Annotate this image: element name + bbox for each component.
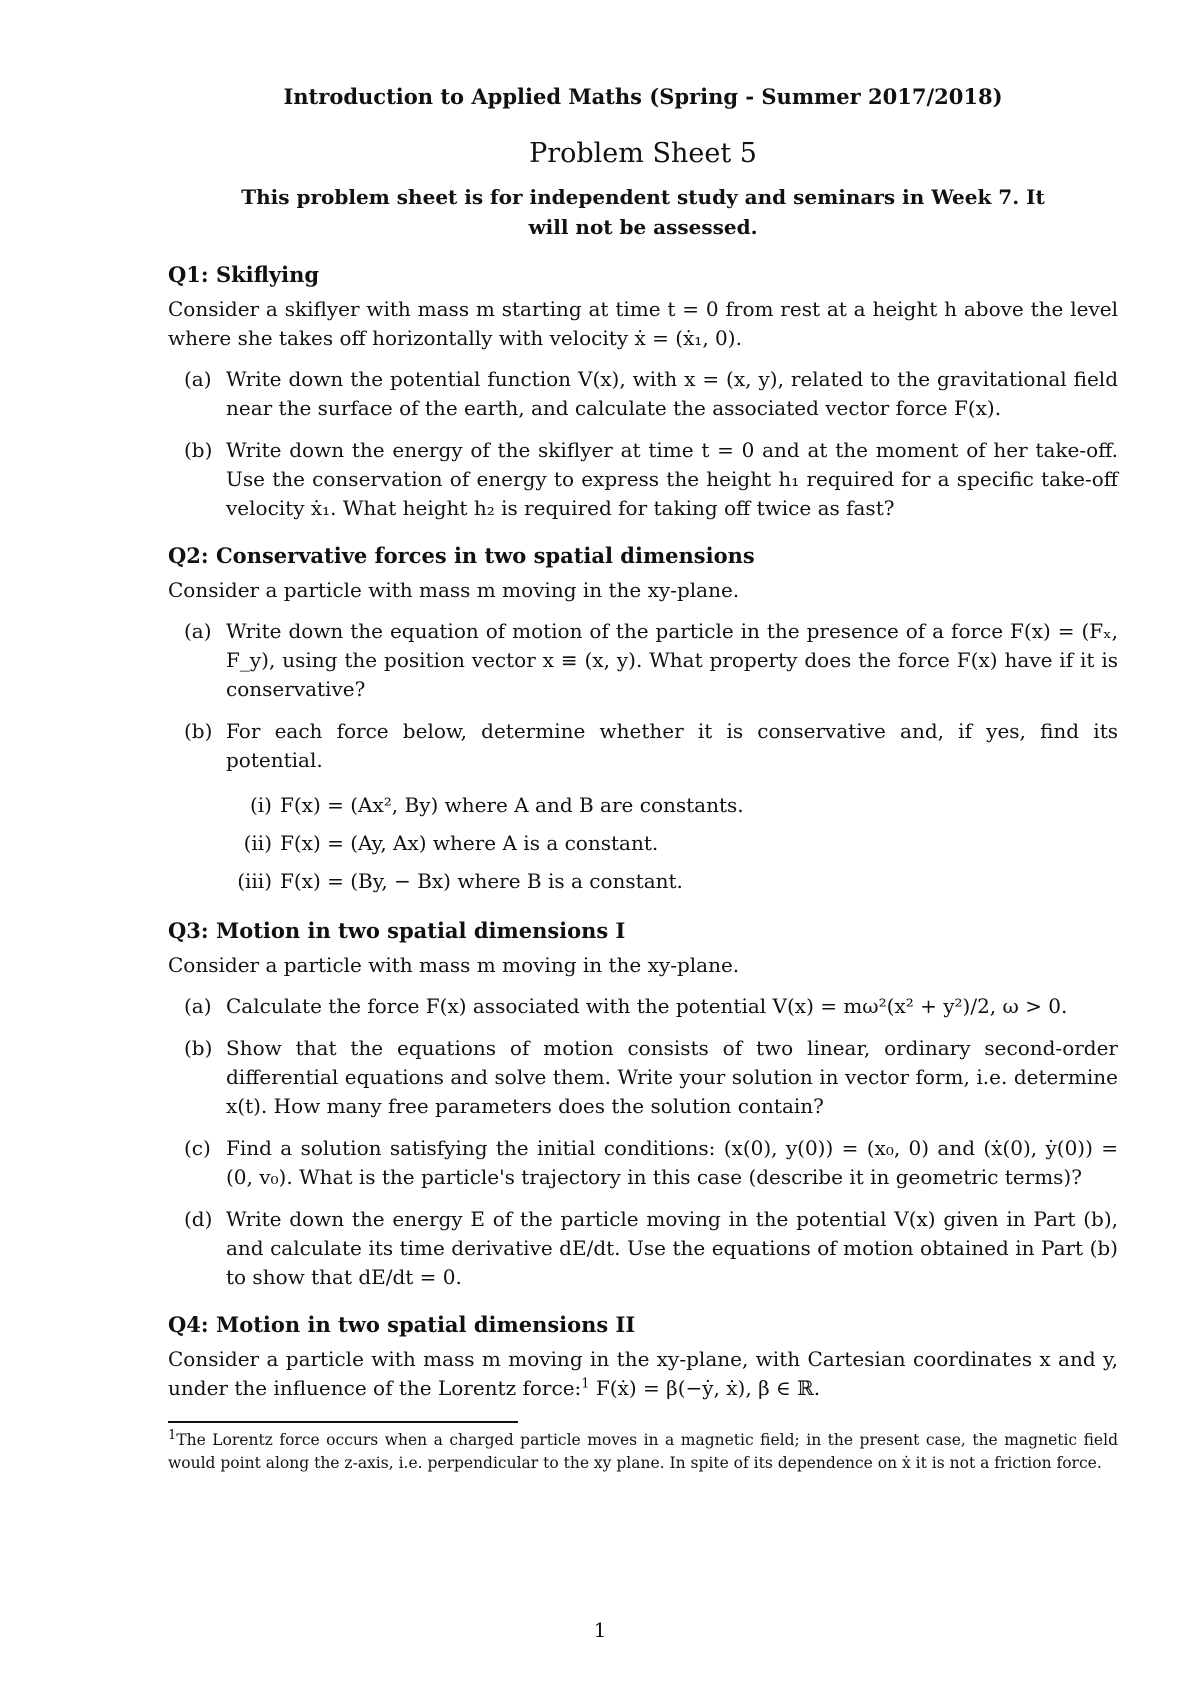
part-label: (b) [184, 438, 213, 462]
subpart-item [168, 867, 1118, 896]
question-intro: Consider a skiflyer with mass m starting at time t = 0 from rest at a height h above the level where she takes off horizontally with velocity ẋ = (ẋ₁, 0). [168, 297, 1118, 350]
subpart-label: (ii) [243, 831, 272, 855]
question-intro: Consider a particle with mass m moving in the xy-plane. [168, 953, 740, 977]
footnote-rule [168, 1421, 518, 1423]
footnote [168, 1429, 1118, 1475]
question-heading: Q4: Motion in two spatial dimensions II [168, 1312, 636, 1337]
subpart-text: F(x) = (Ay, Ax) where A is a constant. [280, 831, 659, 855]
part-text: Show that the equations of motion consists of two linear, ordinary second-order differential equations and solve them. Write your solution in vector form, i.e. determine x(t). How many free parameters does the solution contain? [226, 1036, 1118, 1118]
part-label: (a) [184, 619, 212, 643]
subpart-text: F(x) = (By, − Bx) where B is a constant. [280, 869, 683, 893]
question-part [168, 617, 1118, 704]
question-intro: Consider a particle with mass m moving in the xy-plane. [168, 578, 740, 602]
question-intro-formula: F(ẋ) = β(−ẏ, ẋ), β ∈ ℝ. [589, 1376, 821, 1400]
page-number: 1 [593, 1618, 607, 1642]
footnote-mark: 1 [168, 1427, 177, 1443]
part-text: Write down the equation of motion of the particle in the presence of a force F(x) = (Fₓ, F_y), using the position vector x ≡ (x, y). What property does the force F(x) have if it is conservative? [226, 619, 1118, 701]
question-part [168, 1205, 1118, 1292]
subpart-item [168, 829, 1118, 858]
subpart-label: (iii) [237, 869, 272, 893]
question-part [168, 1034, 1118, 1121]
question-part [168, 1134, 1118, 1192]
question-4 [168, 1310, 1118, 1403]
question-heading: Q3: Motion in two spatial dimensions I [168, 918, 626, 943]
part-text: Find a solution satisfying the initial conditions: (x(0), y(0)) = (x₀, 0) and (ẋ(0), ẏ(0)) = (0, v₀). What is the particle's trajectory in this case (describe it in geometric terms)? [226, 1136, 1118, 1189]
part-label: (c) [184, 1136, 211, 1160]
page-content [168, 82, 1118, 1475]
part-text: Write down the energy of the skiflyer at time t = 0 and at the moment of her take-off. Use the conservation of energy to express the height h₁ required for a specific take-off velocity ẋ₁. What height h₂ is required for taking off twice as fast? [226, 438, 1118, 520]
subpart-list [168, 791, 1118, 896]
part-label: (b) [184, 1036, 213, 1060]
footnote-text: The Lorentz force occurs when a charged particle moves in a magnetic field; in the present case, the magnetic field would point along the z-axis, i.e. perpendicular to the xy plane. In spite of its dependence on ẋ it is not a friction force. [168, 1431, 1118, 1472]
footnote-marker: 1 [581, 1376, 590, 1392]
question-intro-text: Consider a particle with mass m moving in the xy-plane, with Cartesian coordinates x and y, under the influence of the Lorentz force: [168, 1347, 1118, 1400]
part-label: (a) [184, 994, 212, 1018]
question-part [168, 992, 1118, 1021]
question-heading: Q1: Skiflying [168, 262, 320, 287]
part-label: (d) [184, 1207, 213, 1231]
question-part [168, 365, 1118, 423]
part-text: Write down the potential function V(x), with x = (x, y), related to the gravitational field near the surface of the earth, and calculate the associated vector force F(x). [226, 367, 1118, 420]
part-text: For each force below, determine whether it is conservative and, if yes, find its potential. [226, 719, 1118, 772]
part-text: Write down the energy E of the particle moving in the potential V(x) given in Part (b), and calculate its time derivative dE/dt. Use the equations of motion obtained in Part (b) to show that dE/dt = 0. [226, 1207, 1118, 1289]
question-intro [168, 1345, 1118, 1403]
question-2 [168, 541, 1118, 896]
page-subtitle: This problem sheet is for independent study and seminars in Week 7. It will not be assessed. [241, 185, 1045, 239]
course-title: Introduction to Applied Maths (Spring - Summer 2017/2018) [283, 84, 1003, 109]
question-heading: Q2: Conservative forces in two spatial dimensions [168, 543, 755, 568]
question-3 [168, 916, 1118, 1292]
question-1 [168, 260, 1118, 523]
subpart-label: (i) [249, 793, 272, 817]
subpart-text: F(x) = (Ax², By) where A and B are constants. [280, 793, 744, 817]
subpart-item [168, 791, 1118, 820]
question-part [168, 717, 1118, 775]
page-title: Problem Sheet 5 [529, 138, 757, 169]
question-part [168, 436, 1118, 523]
part-label: (a) [184, 367, 212, 391]
part-text: Calculate the force F(x) associated with the potential V(x) = mω²(x² + y²)/2, ω > 0. [226, 994, 1068, 1018]
part-label: (b) [184, 719, 213, 743]
